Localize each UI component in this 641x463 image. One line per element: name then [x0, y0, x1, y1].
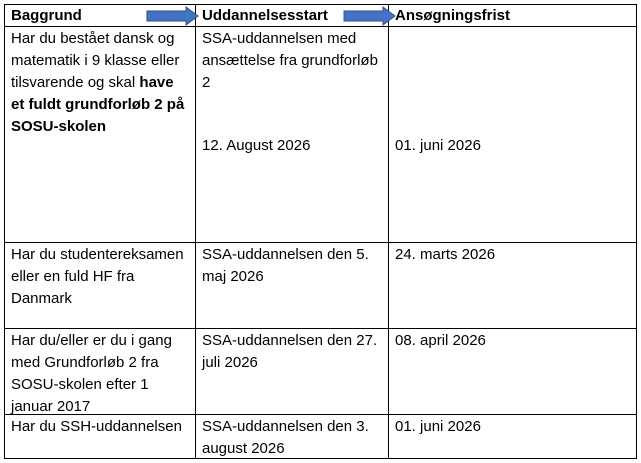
row-1-background-text: Har du bestået dansk og matematik i 9 klasse eller tilsvarende og skal [11, 30, 180, 91]
row-divider [5, 328, 636, 329]
row-4-deadline: 01. juni 2026 [395, 418, 481, 435]
row-4-start: SSA-uddannelsen den 3. august 2026 [202, 418, 369, 457]
arrow-shape [147, 7, 198, 25]
row-1-background-bold: have et fuldt grundforløb 2 på SOSU-skolen [11, 74, 185, 135]
arrow-shape [344, 7, 395, 25]
right-arrow-icon [146, 6, 200, 26]
column-divider [388, 5, 389, 458]
row-1-start-date: 12. August 2026 [202, 137, 311, 154]
row-2-background: Har du studentereksamen eller en fuld HF fra Danmark [11, 246, 184, 307]
row-2-deadline: 24. marts 2026 [395, 246, 496, 263]
row-1-deadline: 01. juni 2026 [395, 137, 481, 154]
row-4-background: Har du SSH-uddannelsen [11, 418, 182, 435]
row-1-start-desc: SSA-uddannelsen med ansættelse fra grundforløb 2 [202, 30, 378, 91]
right-arrow-icon [343, 6, 397, 26]
header-deadline: Ansøgningsfrist [395, 7, 510, 24]
row-divider [5, 242, 636, 243]
row-3-start: SSA-uddannelsen den 27. juli 2026 [202, 332, 378, 371]
row-3-deadline: 08. april 2026 [395, 332, 486, 349]
enrollment-table [4, 4, 637, 459]
header-start: Uddannelsesstart [202, 7, 328, 24]
row-2-start: SSA-uddannelsen den 5. maj 2026 [202, 246, 369, 285]
row-1-background [5, 28, 195, 138]
header-background: Baggrund [11, 7, 82, 24]
row-3-background: Har du/eller er du i gang med Grundforløb 2 fra SOSU-skolen efter 1 januar 2017 [11, 332, 172, 415]
